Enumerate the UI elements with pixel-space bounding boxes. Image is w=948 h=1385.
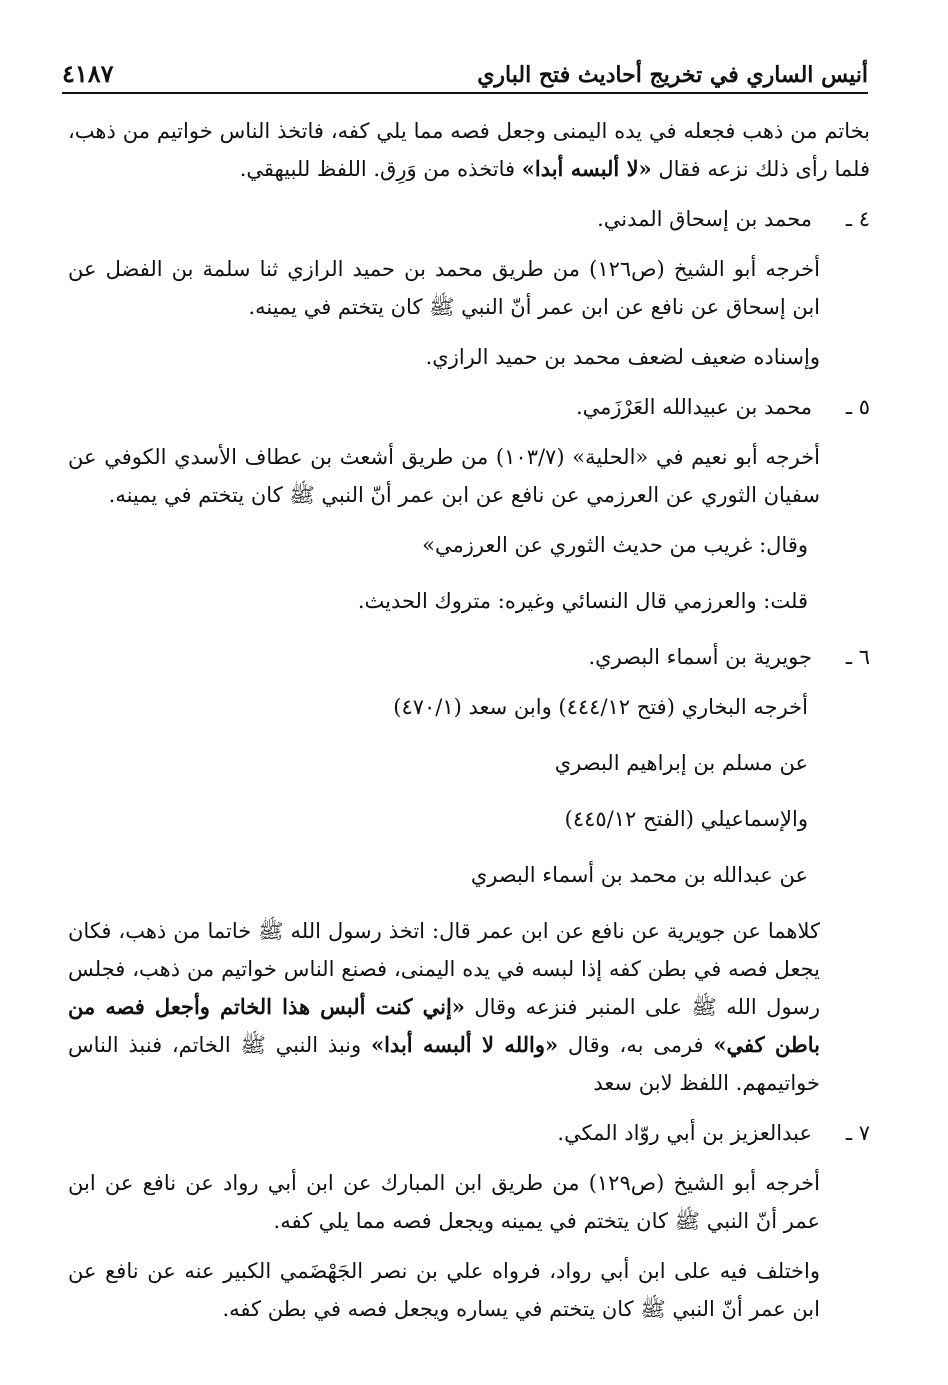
paragraph: وقال: غريب من حديث الثوري عن العرزمي» — [422, 533, 808, 557]
paragraph-continuation — [68, 112, 870, 188]
quote-bold: «لا ألبسه أبدا» — [521, 156, 652, 181]
paragraph: أخرجه أبو الشيخ (ص١٢٦) من طريق محمد بن حميد الرازي ثنا سلمة بن الفضل عن ابن إسحاق عن نافع عن ابن عمر أنّ النبي ﷺ كان يتختم في يمينه. — [68, 257, 821, 319]
running-title: أنيس الساري في تخريج أحاديث فتح الباري — [477, 62, 868, 88]
quote-bold: «والله لا ألبسه أبدا» — [370, 1032, 559, 1057]
source-line: أخرجه البخاري (فتح ٤٤٤/١٢) وابن سعد (٤٧٠/١) — [393, 695, 808, 719]
text-span: فرمى به، وقال — [558, 1033, 714, 1057]
item-number: ٤ ـ — [845, 207, 870, 231]
item-heading-5 — [68, 388, 870, 426]
paragraph — [68, 912, 870, 1102]
source-line: عن عبدالله بن محمد بن أسماء البصري — [470, 863, 808, 887]
paragraph: واختلف فيه على ابن أبي رواد، فرواه علي بن نصر الجَهْضَمي الكبير عنه عن نافع عن ابن عمر أنّ النبي ﷺ كان يتختم في يساره ويجعل فصه في بطن كفه. — [68, 1259, 820, 1321]
item-heading-4 — [68, 200, 870, 238]
narrator-name: محمد بن إسحاق المدني. — [597, 207, 812, 231]
item-number: ٦ ـ — [845, 645, 870, 669]
text-span: ونبذ النبي ﷺ الخاتم، فنبذ الناس خواتيمهم. اللفظ لابن سعد — [68, 1033, 820, 1095]
page-header — [62, 52, 868, 94]
narrator-name: عبدالعزيز بن أبي روّاد المكي. — [557, 1121, 812, 1145]
source-line: عن مسلم بن إبراهيم البصري — [554, 751, 808, 775]
paragraph: وإسناده ضعيف لضعف محمد بن حميد الرازي. — [425, 345, 820, 369]
item-number: ٥ ـ — [845, 395, 870, 419]
paragraph: أخرجه أبو الشيخ (ص١٢٩) من طريق ابن المبارك عن ابن أبي رواد عن نافع عن ابن عمر أنّ النبي ﷺ كان يتختم في يمينه ويجعل فصه مما يلي كفه. — [68, 1171, 820, 1233]
source-line: والإسماعيلي (الفتح ٤٤٥/١٢) — [564, 807, 808, 831]
narrator-name: محمد بن عبيدالله العَرْزَمي. — [575, 395, 812, 419]
item-heading-7 — [68, 1114, 870, 1152]
page-body — [68, 112, 870, 1340]
text-span: فاتخذه من وَرِق. اللفظ للبيهقي. — [239, 157, 522, 181]
item-number: ٧ ـ — [845, 1121, 870, 1145]
narrator-name: جويرية بن أسماء البصري. — [588, 645, 812, 669]
text-span: بخاتم من ذهب فجعله في يده اليمنى وجعل فصه مما يلي كفه، فاتخذ الناس خواتيم من ذهب، فلما رأى ذلك نزعه فقال — [68, 119, 870, 181]
quote-bold: «إني كنت ألبس هذا الخاتم وأجعل فصه من باطن كفي» — [68, 994, 820, 1057]
page-number: ٤١٨٧ — [62, 59, 114, 88]
item-heading-6 — [68, 638, 870, 676]
paragraph: أخرجه أبو نعيم في «الحلية» (١٠٣/٧) من طريق أشعث بن عطاف الأسدي الكوفي عن سفيان الثوري عن العرزمي عن نافع عن ابن عمر أنّ النبي ﷺ كان يتختم في يمينه. — [68, 445, 821, 507]
text-span: كلاهما عن جويرية عن نافع عن ابن عمر قال: اتخذ رسول الله ﷺ خاتما من ذهب، فكان يجعل فصه في بطن كفه إذا لبسه في يده اليمنى، فصنع الناس خواتيم من ذهب، فجلس رسول الله ﷺ على المنبر فنزعه وقال — [68, 919, 820, 1019]
paragraph: قلت: والعرزمي قال النسائي وغيره: متروك الحديث. — [357, 589, 808, 613]
